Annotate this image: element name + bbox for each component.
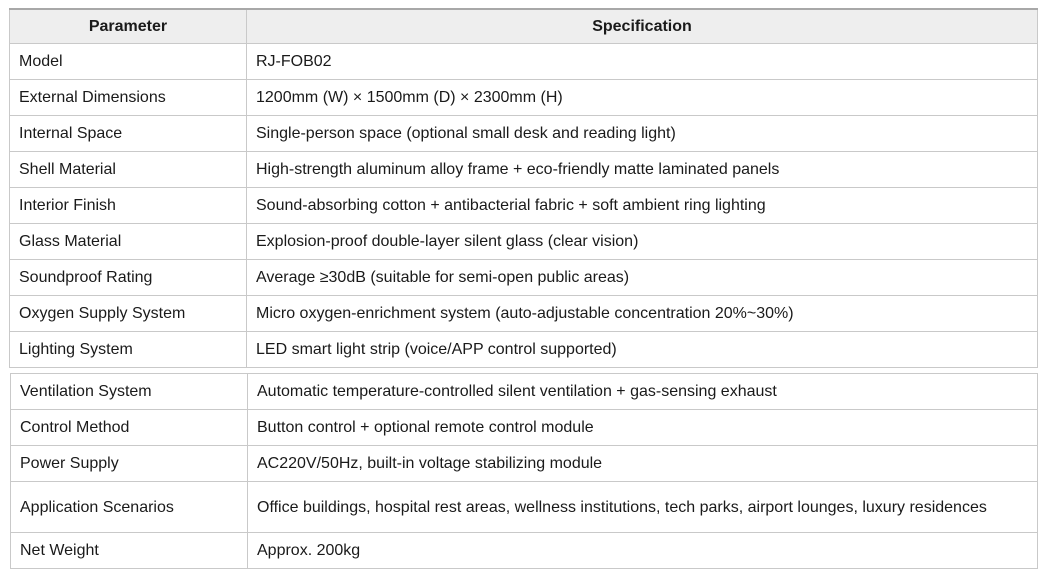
specification-cell: Approx. 200kg	[248, 533, 1038, 569]
table-row	[10, 223, 1038, 259]
table-row	[10, 151, 1038, 187]
parameter-cell: Control Method	[11, 410, 248, 446]
specification-cell: Average ≥30dB (suitable for semi-open public areas)	[247, 259, 1038, 295]
parameter-cell: Soundproof Rating	[10, 259, 247, 295]
header-parameter: Parameter	[10, 9, 247, 43]
parameter-cell: Internal Space	[10, 115, 247, 151]
specification-cell: Sound-absorbing cotton + antibacterial fabric + soft ambient ring lighting	[247, 187, 1038, 223]
specification-cell: RJ-FOB02	[247, 43, 1038, 79]
parameter-cell: Oxygen Supply System	[10, 295, 247, 331]
parameter-cell: Application Scenarios	[11, 482, 248, 533]
parameter-cell: Glass Material	[10, 223, 247, 259]
header-specification: Specification	[247, 9, 1038, 43]
table-row	[10, 115, 1038, 151]
parameter-cell: Lighting System	[10, 331, 247, 367]
table-row	[10, 259, 1038, 295]
specification-cell: Office buildings, hospital rest areas, wellness institutions, tech parks, airport lounges, luxury residences	[248, 482, 1038, 533]
specification-cell: Single-person space (optional small desk and reading light)	[247, 115, 1038, 151]
parameter-cell: Net Weight	[11, 533, 248, 569]
parameter-cell: Shell Material	[10, 151, 247, 187]
table-row	[11, 446, 1038, 482]
table-row	[10, 331, 1038, 367]
parameter-cell: Interior Finish	[10, 187, 247, 223]
table-row	[10, 79, 1038, 115]
specification-cell: Button control + optional remote control module	[248, 410, 1038, 446]
specification-cell: Micro oxygen-enrichment system (auto-adjustable concentration 20%~30%)	[247, 295, 1038, 331]
parameter-cell: Model	[10, 43, 247, 79]
spec-table-bottom	[10, 373, 1038, 569]
table-header-row	[10, 9, 1038, 43]
specification-cell: High-strength aluminum alloy frame + eco-friendly matte laminated panels	[247, 151, 1038, 187]
parameter-cell: Ventilation System	[11, 374, 248, 410]
table-row	[11, 410, 1038, 446]
table-row	[11, 533, 1038, 569]
table-row	[11, 482, 1038, 533]
specification-cell: LED smart light strip (voice/APP control supported)	[247, 331, 1038, 367]
table-row	[10, 295, 1038, 331]
parameter-cell: External Dimensions	[10, 79, 247, 115]
table-row	[10, 187, 1038, 223]
specification-cell: Automatic temperature-controlled silent ventilation + gas-sensing exhaust	[248, 374, 1038, 410]
specification-cell: Explosion-proof double-layer silent glass (clear vision)	[247, 223, 1038, 259]
parameter-cell: Power Supply	[11, 446, 248, 482]
spec-table-top	[9, 8, 1038, 368]
table-row	[10, 43, 1038, 79]
specification-cell: 1200mm (W) × 1500mm (D) × 2300mm (H)	[247, 79, 1038, 115]
specification-cell: AC220V/50Hz, built-in voltage stabilizing module	[248, 446, 1038, 482]
table-row	[11, 374, 1038, 410]
